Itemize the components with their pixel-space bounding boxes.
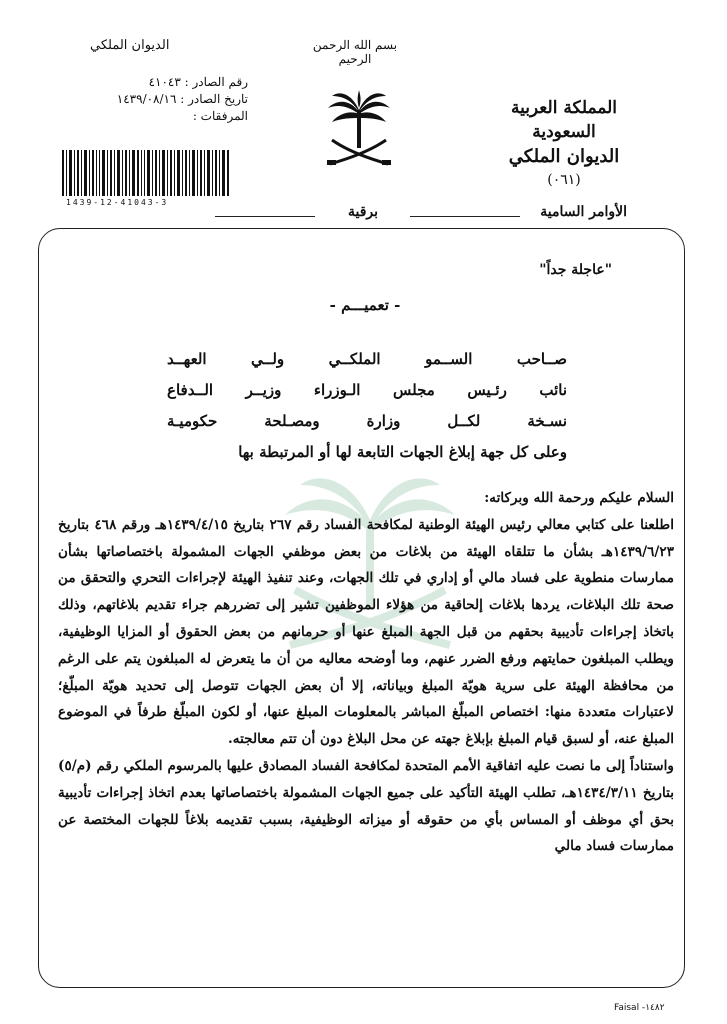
addressee-line: نائب رئـيس مجلس الـوزراء وزيــر الــدفاع xyxy=(167,381,567,399)
header-separator-left xyxy=(215,216,315,217)
greeting: السلام عليكم ورحمة الله وبركاته: xyxy=(484,490,674,506)
addressees-block xyxy=(167,344,567,468)
paragraph-1: اطلعنا على كتابي معالي رئيس الهيئة الوطنية لمكافحة الفساد رقم ٢٦٧ بتاريخ ١٤٣٩/٤/١٥هـ ورقم ٤٦٨ بتاريخ ١٤٣٩/٦/٢٣هـ بشأن ما تتلقاه الهيئة من بلاغات من بعض موظفي الجهات المشمولة باختصاصاتها بشأن ممارسات منطوية على فساد مالي أو إداري في تلك الجهات، وعند تنفيذ الهيئة لإجراءات التحري والتحقق من صحة تلك البلاغات، يردها بلاغات إلحاقية من هؤلاء الموظفين تشير إلى تضررهم جراء تقديم بلاغاتهم، وذلك باتخاذ إجراءات تأديبية بحقهم من قبل الجهة المبلغ عنها أو حرمانهم من بعض الحقوق أو المزايا الوظيفية، ويطلب المبلغون حمايتهم ورفع الضرر عنهم، وما أوضحه معاليه من أن ما يتعرض له المبلغون يتم على الرغم من محافظة الهيئة على سرية هويّة المبلغ وبياناته، إلا أن بعض الجهات تتوصل إلى تحديد هويّة المبلّغ؛ لاعتبارات متعددة منها: اختصاص المبلّغ المباشر بالمعلومات المبلغ عنها، أو لكون المبلّغ طرفاً في الموضوع المبلغ عنه، أو لسبق قيام المبلغ بإبلاغ جهته عن محل البلاغ دون أن تتم معالجته. xyxy=(58,516,674,748)
saudi-emblem-icon xyxy=(324,90,394,174)
reference-number: رقم الصادر : ٤١٠٤٣ xyxy=(148,75,248,89)
kingdom-header xyxy=(479,96,649,188)
footer-reference: Faisal -١٤٨٢ xyxy=(614,1003,665,1013)
letter-body xyxy=(58,485,674,860)
royal-court-name: الديوان الملكي xyxy=(508,146,620,167)
barcode-number: 1439-12-41043-3 xyxy=(66,198,169,207)
addressee-line: وعلى كل جهة إبلاغ الجهات التابعة لها أو المرتبطة بها xyxy=(238,443,567,461)
office-number: (٠٦١) xyxy=(547,172,581,188)
telegram-label: برقية xyxy=(347,204,379,220)
reference-block xyxy=(78,74,248,125)
circular-title: - تعميـــم - xyxy=(329,296,401,314)
header-separator-middle xyxy=(410,216,520,217)
kingdom-name: المملكة العربية السعودية xyxy=(510,98,618,142)
addressee-line: صــاحب الســمو الملكــي ولــي العهــد xyxy=(167,350,567,368)
urgency-label: "عاجلة جداً" xyxy=(539,262,612,278)
barcode-image xyxy=(60,150,232,200)
reference-date: تاريخ الصادر : ١٤٣٩/٠٨/١٦ xyxy=(116,92,248,106)
paragraph-2: واستناداً إلى ما نصت عليه اتفاقية الأمم المتحدة لمكافحة الفساد المصادق عليها بالمرسوم الملكي رقم (م/٥) بتاريخ ١٤٣٤/٣/١١هـ، تطلب الهيئة التأكيد على جميع الجهات المشمولة باختصاصاتها بعدم اتخاذ إجراءات تأديبية بحق أي موظف أو المساس بأي من حقوقه أو ميزاته الوظيفية، بسبب تقديمه بلاغاً للجهات المختصة عن ممارسات فساد مالي xyxy=(58,757,675,855)
bismillah-text: بسم الله الرحمن الرحيم xyxy=(312,38,398,66)
royal-court-small: الديوان الملكي xyxy=(90,38,170,53)
attachments-label: المرفقات : xyxy=(192,109,248,123)
addressee-line: نسـخة لكــل وزارة ومصـلحة حكوميـة xyxy=(167,412,567,430)
royal-orders-label: الأوامر السامية xyxy=(540,204,627,220)
